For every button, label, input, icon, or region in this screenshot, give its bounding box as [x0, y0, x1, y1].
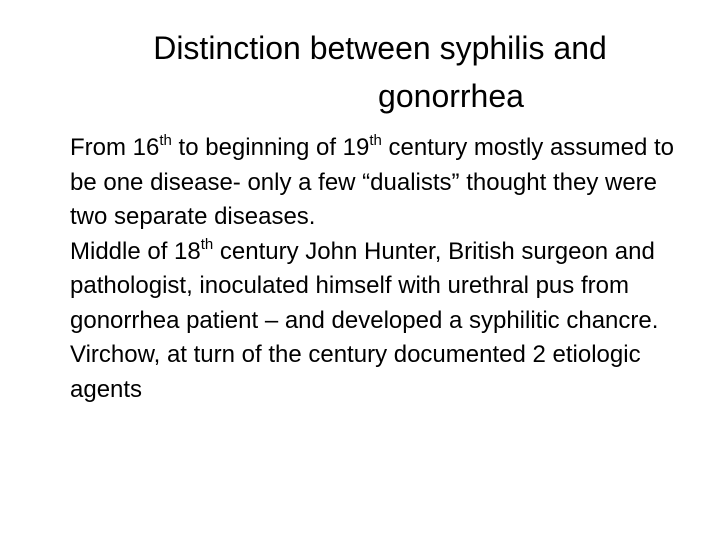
paragraph-john-hunter [70, 235, 690, 339]
paragraph-text: century John Hunter, British surgeon and pathologist, inoculated himself with urethral pus from gonorrhea patient – and developed a syphilitic chancre. [70, 237, 659, 334]
paragraph-dualists [70, 131, 690, 235]
slide-body [70, 131, 690, 407]
superscript: th [200, 235, 214, 253]
slide-title [60, 24, 700, 120]
superscript: th [159, 132, 172, 149]
paragraph-text: From 16 [70, 134, 160, 161]
slide-title-line-2: gonorrhea [378, 78, 524, 114]
paragraph-text: Virchow, at turn of the century documented 2 etiologic agents [70, 341, 641, 403]
slide-title-line-1: Distinction between syphilis and [153, 30, 607, 66]
paragraph-text: century mostly assumed to be one disease- only a few “dualists” thought they were two separate diseases. [70, 134, 675, 230]
superscript: th [369, 132, 382, 149]
paragraph-virchow [70, 338, 690, 407]
paragraph-text: Middle of 18 [70, 237, 201, 265]
paragraph-text: to beginning of 19 [171, 134, 370, 161]
